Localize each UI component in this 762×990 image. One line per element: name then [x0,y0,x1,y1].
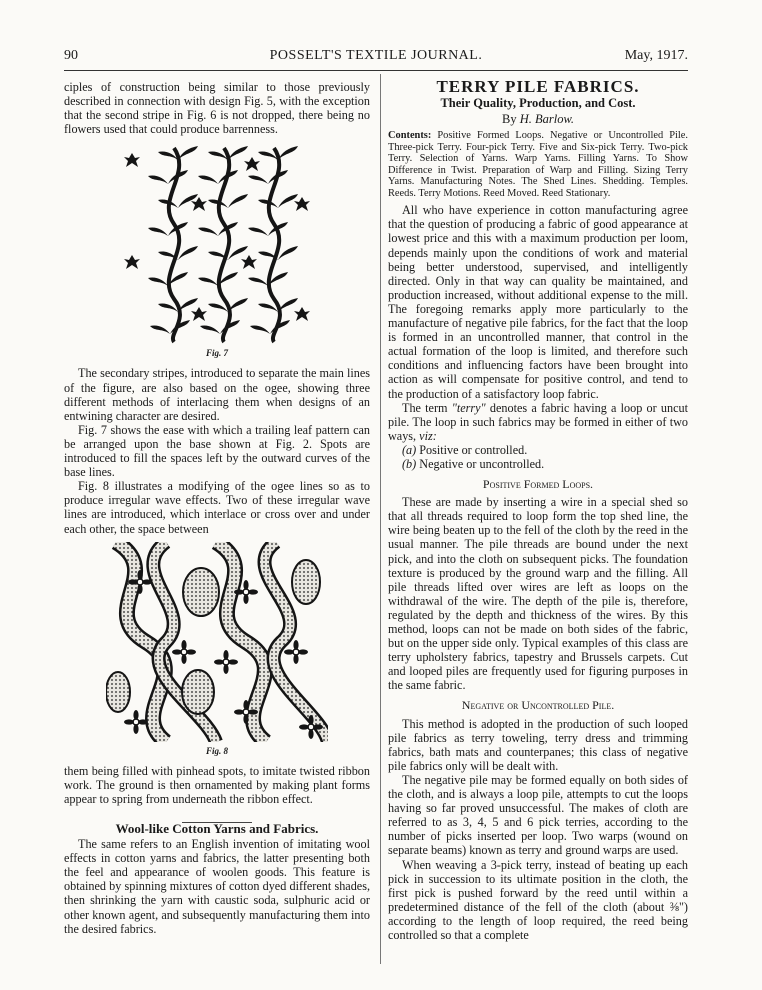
author-name: H. Barlow. [519,112,574,127]
list-text-b: Negative or uncontrolled. [419,456,545,471]
negative-pile-heading: Negative or Uncontrolled Pile. [461,698,615,713]
figure-8-caption: Fig. 8 [205,745,228,756]
figure-7-trailing-leaf-pattern [112,144,322,344]
paragraph-after-fig8: them being filled with pinhead spots, to imitate twisted ribbon work. The ground is then ornamented by making plant forms appear to spring from underneath the ribbon effect. [64,763,370,806]
positive-loops-paragraph: These are made by inserting a wire in a special shed so that all threads required to loop form the top shed line, the wire being beaten up to the fell of the cloth by the reed in the usual manner. The pile threads are bound under the next pick, and into the cloth on subsequent picks. The foundation texture is produced by the ground warp and the filling. All pile threads lifted over wires are left as loops on the withdrawal of the wire. The depth of the pile is, therefore, regulated by the depth and thickness of the wires. By this method, loops can not be made on both sides of the fabric, but on the upper side only. Typical examples of this class are terry upholstery fabrics, tapestry and Brussels carpets. Cut and looped piles are frequently used for figuring purposes in the same fabric. [388,495,688,693]
right-column [388,77,688,942]
byline-prefix: By [501,112,517,127]
figure-7-caption: Fig. 7 [205,348,228,359]
terry-term: "terry" [451,400,486,415]
list-marker-b: (b) [402,456,417,471]
negative-pile-paragraph-3: When weaving a 3-pick terry, instead of beating up each pick in succession to its ultimate position in the cloth, the first pick is pushed forward by the reed until within a predetermined distance of the fell of the cloth (about ⅜") according to the length of loop required, the reed being controlled so that a complete [388,857,688,942]
wool-cotton-heading: Wool-like Cotton Yarns and Fabrics. [115,820,319,836]
paragraph-fig8: Fig. 8 illustrates a modifying of the ogee lines so as to produce irregular wave effects. Two of these irregular wave lines are introduced, which interlace or cross over and under each other, the space between [64,479,370,536]
page-number: 90 [64,48,78,63]
negative-pile-paragraph-2: The negative pile may be formed equally on both sides of the cloth, and is always a loop pile, attempts to cut the loops having so far proved unsuccessful. The makes of cloth are referred to as 3, 4, 5 and 6 pick terries, according to the number of picks inserted per loop. Two warps (wound on separate beams) known as terry and ground warps are used. [388,772,688,858]
list-text-a: Positive or controlled. [419,442,528,457]
paragraph-experience: All who have experience in cotton manufacturing agree that the question of producing a fabric of good appearance at lowest price and this with a maximum production per loom, depends mainly upon the conditions of work and material being better understood, supervised, and intelligently directed. Only in that way can quality be maintained, and production increased, without additional expense to the mill. The foregoing remarks apply more particularly to the manufacture of negative pile fabrics, for the fact that the loop is formed in an uncontrolled manner, that control in the actual formation of the loop is limited, and therefore such conditions and influencing factors have been brought into action as will compensate for positive control, and tend to the production of a satisfactory loop fabric. [388,203,688,401]
terry-def-part-a: The term [402,400,452,415]
list-item-a [388,443,688,457]
header-rule [64,70,688,71]
wool-cotton-paragraph: The same refers to an English invention of imitating wool effects in cotton yarns and fabrics, the latter presenting both the feel and appearance of woolen goods. This feature is obtained by spinning mixtures of cotton dyed different shades, then shrinking the yarn with caustic soda, sulphuric acid or other known agent, and subsequently manufacturing them into the desired fabrics. [64,837,370,936]
article-subtitle: Their Quality, Production, and Cost. [440,96,636,111]
paragraph-fig7: Fig. 7 shows the ease with which a trailing leaf pattern can be arranged upon the base shown at Fig. 2. Spots are introduced to fill the spaces left by the outward curves of the base lines. [64,422,370,480]
intro-paragraph: ciples of construction being similar to those previously described in connection with design Fig. 5, with the exception that the second stripe in Fig. 6 is not dropped, there being no flowers used that could produce barrenness. [64,80,370,137]
positive-loops-heading: Positive Formed Loops. [482,477,594,492]
contents-text: Positive Formed Loops. Negative or Uncontrolled Pile. Three-pick Terry. Four-pick Terry. Five and Six-pick Terry. Two-pick Terry. Selection of Yarns. Warp Yarns. Filling Yarns. To Show Difference in Twist. Preparation of Warp and Filling. Sizing Terry Yarns. Manufacturing Notes. The Shed Lines. Shedding. Temples. Reeds. Terry Motions. Reed Moved. Reed Stationary. [388,130,688,199]
issue-date: May, 1917. [624,48,688,63]
negative-pile-paragraph-1: This method is adopted in the production of such looped pile fabrics as terry toweling, terry dress and trimming fabrics, bath mats and counterpanes; this class of negative pile fabrics only will be dealt with. [388,716,688,773]
byline [388,112,688,126]
list-item-b [388,457,688,471]
paragraph-terry-definition [388,401,688,443]
column-divider [380,74,381,964]
viz-term: viz: [419,428,437,443]
figure-8-ribbon-wave-pattern [106,542,328,742]
page-header [64,48,688,68]
contents-label: Contents: [388,130,432,142]
article-title: TERRY PILE FABRICS. [436,77,640,96]
left-column [64,80,370,936]
paragraph-secondary-stripes: The secondary stripes, introduced to separate the main lines of the figure, are also based on the ogee, showing three different methods of interlacing them when designs of an entwining character are desired. [64,366,370,423]
journal-title: POSSELT'S TEXTILE JOURNAL. [269,48,483,63]
contents-block [388,130,688,199]
list-marker-a: (a) [402,442,417,457]
terry-def-part-b: denotes a fabric having a loop or uncut pile. The loop in such fabrics may be formed in either of two ways, [388,400,688,443]
